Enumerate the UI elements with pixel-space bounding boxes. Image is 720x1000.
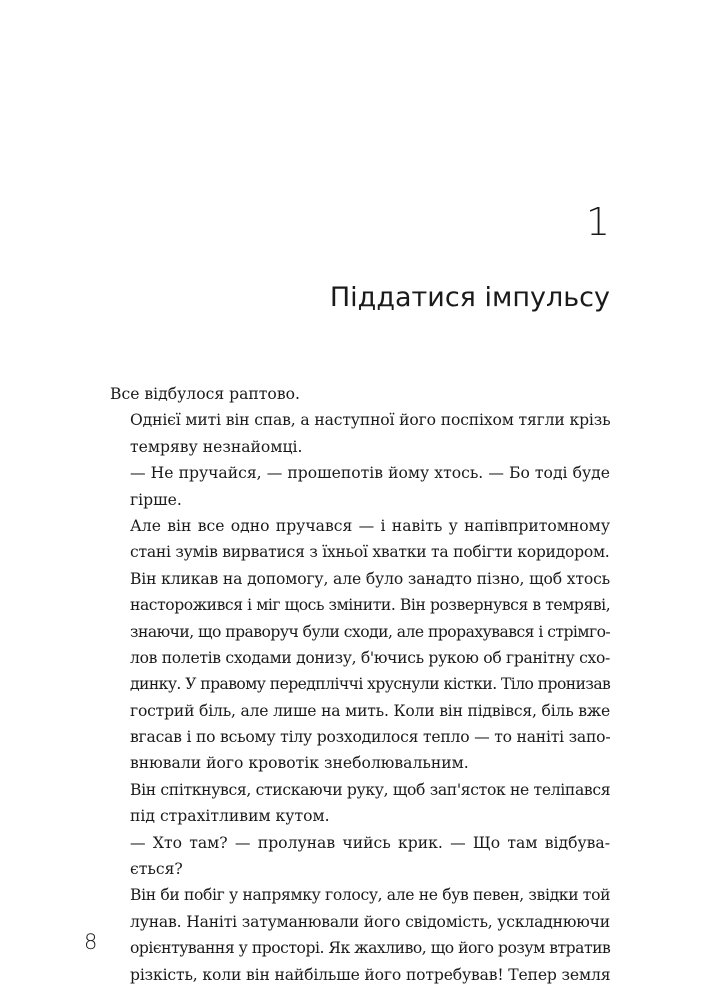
body-line: — Хто там? — пролунав чийсь крик. — Що там відбува- — [130, 833, 610, 852]
body-line: стані зумів вирватися з їхньої хватки та побігти коридором. — [130, 543, 610, 562]
chapter-number: 1 — [585, 200, 610, 244]
body-line: Однієї миті він спав, а наступної його поспіхом тягли крізь — [130, 411, 611, 430]
body-line: динку. У правому передпліччі хруснули кістки. Тіло пронизав — [130, 675, 611, 694]
body-line: лов полетів сходами донизу, б'ючись рукою об гранітну схо- — [130, 648, 610, 667]
body-line: насторожився і міг щось змінити. Він розвернувся в темряві, — [130, 596, 611, 615]
page-number: 8 — [84, 930, 98, 954]
body-line: Все відбулося раптово. — [110, 385, 300, 403]
body-line: темряву незнайомці. — [130, 437, 303, 456]
body-line: ється? — [130, 860, 183, 879]
chapter-title: Піддатися імпульсу — [329, 282, 610, 313]
body-line: внювали його кровотік знеболювальним. — [130, 754, 469, 773]
body-line: під страхітливим кутом. — [130, 807, 330, 826]
body-text — [110, 381, 610, 988]
body-line: гірше. — [130, 490, 182, 509]
body-line: орієнтування у просторі. Як жахливо, що його розум втратив — [130, 939, 611, 958]
body-line: Він би побіг у напрямку голосу, але не був певен, звідки той — [130, 886, 611, 905]
body-line: Але він все одно пручався — і навіть у напівпритомному — [130, 516, 610, 535]
body-line: — Не пручайся, — прошепотів йому хтось. — Бо тоді буде — [130, 464, 610, 483]
body-line: вгасав і по всьому тілу розходилося тепло — то наніті запо- — [130, 728, 611, 747]
body-line: Він кликав на допомогу, але було занадто пізно, щоб хтось — [130, 569, 610, 588]
body-line: лунав. Наніті затуманювали його свідомість, ускладнюючи — [130, 912, 611, 931]
body-line: різкість, коли він найбільше його потребував! Тепер земля — [130, 965, 611, 984]
body-line: гострий біль, але лише на мить. Коли він підвівся, біль вже — [130, 701, 610, 720]
body-line: Він спіткнувся, стискаючи руку, щоб зап'ясток не теліпався — [130, 780, 611, 799]
body-line: знаючи, що праворуч були сходи, але прорахувався і стрімго- — [130, 622, 611, 641]
